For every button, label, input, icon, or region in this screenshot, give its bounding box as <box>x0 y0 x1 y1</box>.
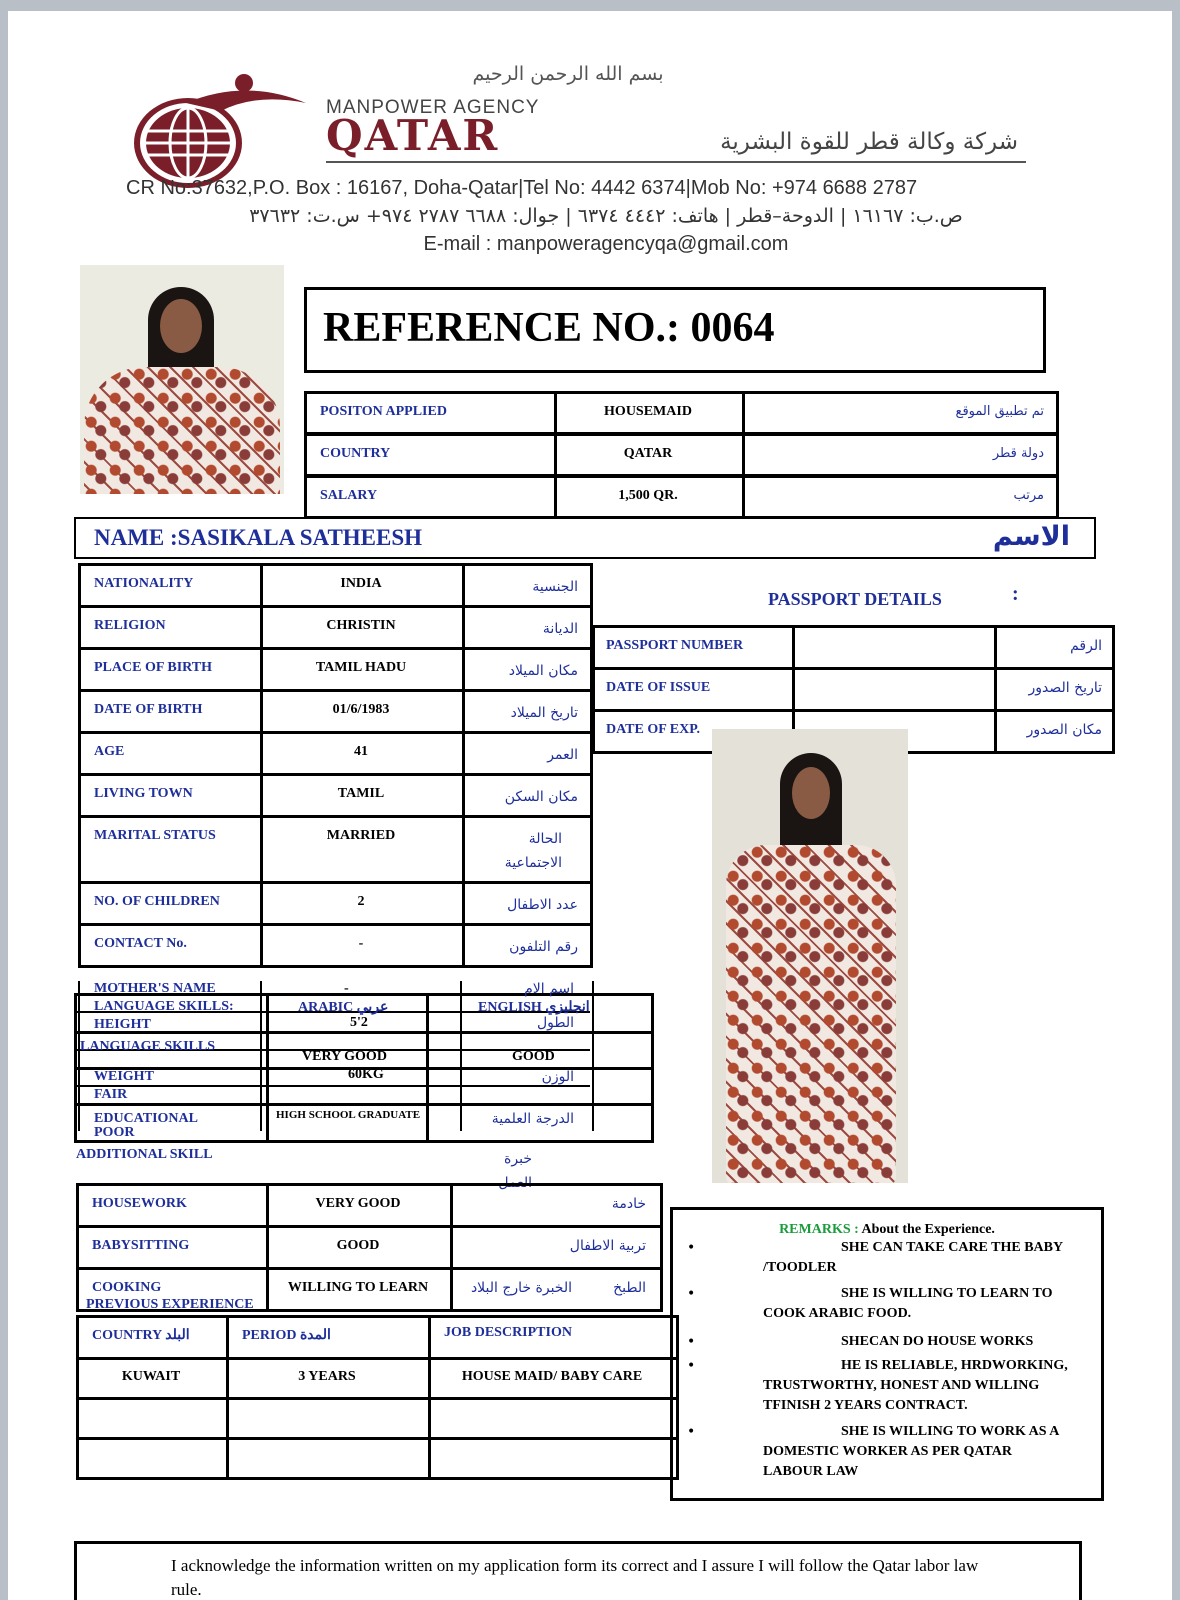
experience-cell <box>428 1397 679 1440</box>
educational-label: EDUCATIONAL <box>94 1111 198 1126</box>
experience-cell <box>226 1437 431 1480</box>
weight-ar: الوزن <box>541 1069 574 1085</box>
personal-value: 41 <box>354 744 368 759</box>
agency-logo <box>126 73 326 193</box>
additional-skill-ar: خبرة العمل <box>498 1151 532 1191</box>
language-skills-row: LANGUAGE SKILLS <box>80 1039 215 1054</box>
skills-value: GOOD <box>336 1238 380 1253</box>
agency-name-small: MANPOWER AGENCY <box>326 97 540 118</box>
personal-arabic: الديانة <box>542 621 578 637</box>
passport-label: DATE OF EXP. <box>606 722 700 737</box>
remark-bullet: • <box>687 1286 696 1302</box>
portrait-photo <box>80 265 284 494</box>
previous-experience-title: PREVIOUS EXPERIENCE <box>86 1297 254 1312</box>
personal-arabic: مكان الميلاد <box>508 663 578 679</box>
personal-label: LIVING TOWN <box>94 786 193 801</box>
application-value: 1,500 QR. <box>618 488 678 503</box>
exp-head-country: COUNTRY البلد <box>92 1328 190 1343</box>
personal-label: NO. OF CHILDREN <box>94 894 220 909</box>
personal-arabic: تاريخ الميلاد <box>510 705 578 721</box>
personal-label: CONTACT No. <box>94 936 187 951</box>
height-label: HEIGHT <box>94 1017 151 1032</box>
personal-label: RELIGION <box>94 618 166 633</box>
skills-label: BABYSITTING <box>92 1238 190 1253</box>
mothers-name-label: MOTHER'S NAME <box>94 981 216 996</box>
application-row <box>304 475 1056 519</box>
application-row <box>304 391 1056 435</box>
application-label: COUNTRY <box>320 446 391 461</box>
skills-arabic: تربية الاطفال <box>569 1238 646 1254</box>
fair-label: FAIR <box>94 1087 128 1102</box>
skills-arabic: الطبخ <box>613 1280 646 1296</box>
english-level: GOOD <box>512 1049 555 1064</box>
acknowledgement-line1: I acknowledge the information written on my application form its correct and I assure I will follow the Qatar labor law <box>171 1556 979 1575</box>
contact-arabic: ص.ب: ١٦١٦٧ | الدوحة–قطر | هاتف: ٤٤٤٢ ٦٣٧٤ | جوال: ٦٦٨٨ ٢٧٨٧ ٩٧٤+ س.ت: ٣٧٦٣٢ <box>249 205 963 227</box>
remark-line: TFINISH 2 YEARS CONTRACT. <box>763 1398 968 1413</box>
height-ar: الطول <box>536 1015 574 1031</box>
arabic-heading: ARABIC عربي <box>298 1000 389 1015</box>
remark-first-line: SHE IS WILLING TO WORK AS A <box>841 1424 1060 1439</box>
additional-skill-label: ADDITIONAL SKILL <box>76 1147 213 1162</box>
passport-cell <box>792 667 997 712</box>
personal-value: TAMIL HADU <box>315 660 407 675</box>
remark-bullet: • <box>687 1358 696 1374</box>
personal-arabic: رقم التلفون <box>509 939 578 955</box>
acknowledgement-line2: rule. <box>171 1580 202 1599</box>
remark-line: /TOODLER <box>763 1260 837 1275</box>
remark-first-line: SHE IS WILLING TO LEARN TO <box>841 1286 1053 1301</box>
experience-cell <box>226 1397 431 1440</box>
experience-arabic-title: الخبرة خارج البلاد <box>470 1280 572 1296</box>
passport-colon: : <box>1012 583 1019 605</box>
remark-bullet: • <box>687 1424 696 1440</box>
education-ar: الدرجة العلمية <box>491 1111 574 1127</box>
personal-value: CHRISTIN <box>326 618 396 633</box>
contact-english: CR No:37632,P.O. Box : 16167, Doha-Qatar|Tel No: 4442 6374|Mob No: +974 6688 2787 <box>126 177 918 199</box>
application-value: HOUSEMAID <box>604 404 692 419</box>
passport-label: DATE OF ISSUE <box>606 680 711 695</box>
passport-label: PASSPORT NUMBER <box>606 638 744 653</box>
remarks-heading <box>673 1222 1101 1238</box>
remarks-title: REMARKS : <box>779 1222 859 1237</box>
remark-first-line: HE IS RELIABLE, HRDWORKING, <box>841 1358 1068 1373</box>
application-arabic: مرتب <box>1013 488 1044 503</box>
exp-head-period: PERIOD المدة <box>242 1328 331 1343</box>
poor-label: POOR <box>94 1125 135 1140</box>
personal-arabic: الحالة الاجتماعية <box>504 831 562 871</box>
personal-label: AGE <box>94 744 125 759</box>
personal-arabic: مكان السكن <box>504 789 578 805</box>
reference-number: REFERENCE NO.: 0064 <box>323 305 775 351</box>
experience-cell <box>428 1437 679 1480</box>
agency-name-arabic: شركة وكالة قطر للقوة البشرية <box>720 129 1018 155</box>
skills-label: HOUSEWORK <box>92 1196 187 1211</box>
remark-line: COOK ARABIC FOOD. <box>763 1306 912 1321</box>
passport-arabic: الرقم <box>1070 638 1102 654</box>
personal-value: MARRIED <box>326 828 396 843</box>
skills-label: COOKING <box>92 1280 162 1295</box>
personal-value: TAMIL <box>337 786 385 801</box>
application-row <box>304 433 1056 477</box>
passport-cell <box>792 625 997 670</box>
application-label: POSITON APPLIED <box>320 404 447 419</box>
name-bar <box>74 517 1096 559</box>
applicant-name: NAME :SASIKALA SATHEESH <box>94 525 423 550</box>
overlap-section <box>74 981 664 1191</box>
passport-arabic: مكان الصدور <box>1026 722 1102 738</box>
personal-value: - <box>358 936 364 951</box>
personal-value: INDIA <box>340 576 382 591</box>
skills-table <box>76 1183 660 1309</box>
personal-arabic: عدد الاطفال <box>507 897 578 913</box>
remark-first-line: SHECAN DO HOUSE WORKS <box>841 1334 1034 1349</box>
personal-value: 2 <box>357 894 365 909</box>
height-value: 5'2 <box>350 1015 368 1030</box>
skills-value: WILLING TO LEARN <box>287 1280 429 1295</box>
full-body-photo <box>712 729 908 1183</box>
remark-bullet: • <box>687 1334 696 1350</box>
arabic-level: VERY GOOD <box>302 1049 387 1064</box>
skills-value: VERY GOOD <box>315 1196 401 1211</box>
application-arabic: تم تطبيق الموقع <box>955 404 1044 419</box>
personal-arabic: العمر <box>547 747 578 763</box>
experience-table <box>76 1315 676 1495</box>
experience-cell <box>76 1397 229 1440</box>
personal-arabic: الجنسية <box>532 579 578 595</box>
header-underline <box>326 161 1026 163</box>
education-value: HIGH SCHOOL GRADUATE <box>276 1109 421 1121</box>
mothers-name-value: - <box>344 981 349 996</box>
name-arabic-label: الاسم <box>992 521 1070 552</box>
mothers-name-ar: اسم الام <box>524 981 574 997</box>
application-table <box>304 391 1056 517</box>
passport-details-title: PASSPORT DETAILS <box>768 589 942 609</box>
acknowledgement-box <box>74 1541 1082 1600</box>
english-heading: ENGLISH انجليزي <box>478 1000 590 1015</box>
passport-arabic: تاريخ الصدور <box>1028 680 1102 696</box>
reference-box <box>304 287 1046 373</box>
personal-label: MARITAL STATUS <box>94 828 216 843</box>
application-arabic: دولة قطر <box>992 446 1044 461</box>
weight-value: 60KG <box>348 1067 384 1082</box>
skills-arabic: خادمة <box>611 1196 646 1212</box>
exp-country: KUWAIT <box>121 1369 181 1384</box>
weight-label: WEIGHT <box>94 1069 154 1084</box>
agency-name-big: QATAR <box>326 111 500 160</box>
personal-cell <box>78 815 263 884</box>
personal-label: NATIONALITY <box>94 576 194 591</box>
application-value: QATAR <box>623 446 673 461</box>
remark-first-line: SHE CAN TAKE CARE THE BABY <box>841 1240 1064 1255</box>
remarks-box <box>670 1207 1104 1501</box>
bismillah-calligraphy: بسم الله الرحمن الرحيم <box>472 63 664 85</box>
personal-cell <box>260 815 465 884</box>
personal-label: PLACE OF BIRTH <box>94 660 213 675</box>
exp-head-job: JOB DESCRIPTION <box>444 1325 572 1340</box>
personal-value: 01/6/1983 <box>332 702 390 717</box>
remark-line: TRUSTWORTHY, HONEST AND WILLING <box>763 1378 1040 1393</box>
remark-line: LABOUR LAW <box>763 1464 859 1479</box>
remark-bullet: • <box>687 1240 696 1256</box>
remarks-subtitle: About the Experience. <box>861 1222 995 1237</box>
language-skills-heading: LANGUAGE SKILLS: <box>94 999 234 1014</box>
application-label: SALARY <box>320 488 378 503</box>
exp-job: HOUSE MAID/ BABY CARE <box>461 1369 643 1384</box>
email-line: E-mail : manpoweragencyqa@gmail.com <box>423 233 789 255</box>
application-form-page <box>8 11 1172 1600</box>
personal-table <box>78 563 590 993</box>
personal-label: DATE OF BIRTH <box>94 702 203 717</box>
remark-line: DOMESTIC WORKER AS PER QATAR <box>763 1444 1012 1459</box>
exp-period: 3 YEARS <box>298 1369 356 1384</box>
experience-cell <box>76 1437 229 1480</box>
